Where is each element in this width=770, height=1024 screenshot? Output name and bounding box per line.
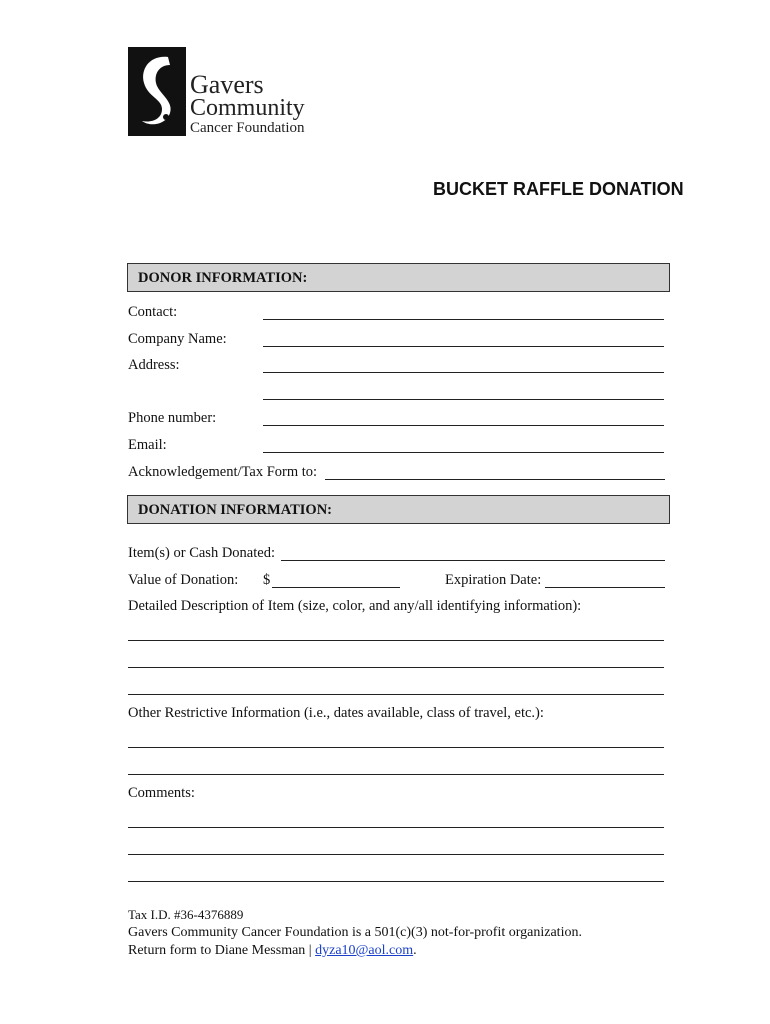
company-name-field[interactable]	[263, 346, 664, 347]
currency-symbol: $	[263, 572, 271, 588]
expiration-field[interactable]	[545, 587, 665, 588]
ribbon-icon	[128, 47, 186, 136]
donor-section-header	[127, 263, 670, 292]
description-label: Detailed Description of Item (size, color, and any/all identifying information):	[128, 598, 582, 614]
email-label: Email:	[128, 437, 167, 453]
expiration-label: Expiration Date:	[445, 572, 542, 588]
logo-text-gavers: Gavers	[190, 70, 264, 99]
tax-id: Tax I.D. #36-4376889	[128, 907, 244, 922]
logo-mark	[128, 47, 186, 136]
phone-label: Phone number:	[128, 410, 217, 426]
description-field-line-3[interactable]	[128, 694, 664, 695]
company-name-label: Company Name:	[128, 331, 227, 347]
restrictive-field-line-1[interactable]	[128, 747, 664, 748]
address-field-line-2[interactable]	[263, 399, 664, 400]
value-label: Value of Donation:	[128, 572, 239, 588]
address-field-line-1[interactable]	[263, 372, 664, 373]
contact-label: Contact:	[128, 304, 178, 320]
comments-field-line-1[interactable]	[128, 827, 664, 828]
comments-label: Comments:	[128, 785, 195, 801]
comments-field-line-2[interactable]	[128, 854, 664, 855]
items-donated-label: Item(s) or Cash Donated:	[128, 545, 275, 561]
logo-text-cancer-foundation: Cancer Foundation	[190, 120, 305, 136]
return-prefix: Return form to Diane Messman |	[128, 943, 316, 958]
value-field[interactable]	[272, 587, 400, 588]
contact-email-link[interactable]: dyza10@aol.com	[315, 943, 414, 958]
comments-field-line-3[interactable]	[128, 881, 664, 882]
description-field-line-2[interactable]	[128, 667, 664, 668]
org-statement: Gavers Community Cancer Foundation is a 501(c)(3) not-for-profit organization.	[128, 925, 582, 940]
acknowledgement-field[interactable]	[325, 479, 665, 480]
logo-text-community: Community	[190, 95, 305, 121]
address-label: Address:	[128, 357, 180, 373]
form-title: BUCKET RAFFLE DONATION	[433, 179, 684, 199]
description-field-line-1[interactable]	[128, 640, 664, 641]
contact-field[interactable]	[263, 319, 664, 320]
email-field[interactable]	[263, 452, 664, 453]
return-suffix: .	[413, 943, 417, 958]
return-instructions	[128, 943, 417, 959]
donor-section-heading: DONOR INFORMATION:	[138, 270, 308, 286]
items-donated-field[interactable]	[281, 560, 665, 561]
restrictive-label: Other Restrictive Information (i.e., dates available, class of travel, etc.):	[128, 705, 544, 721]
donation-section-heading: DONATION INFORMATION:	[138, 502, 333, 518]
restrictive-field-line-2[interactable]	[128, 774, 664, 775]
acknowledgement-label: Acknowledgement/Tax Form to:	[128, 464, 318, 480]
phone-field[interactable]	[263, 425, 664, 426]
donation-section-header	[127, 495, 670, 524]
